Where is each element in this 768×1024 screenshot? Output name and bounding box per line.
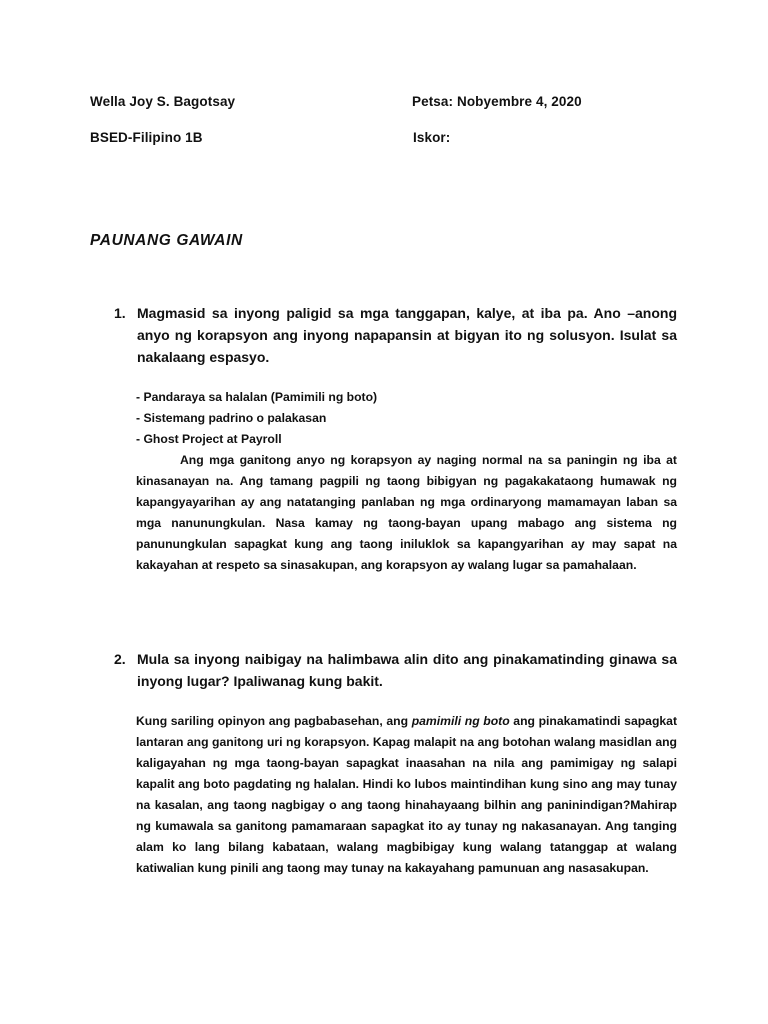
- date-label: Petsa: Nobyembre 4, 2020: [412, 94, 582, 109]
- course-label: BSED-Filipino 1B: [90, 130, 203, 145]
- list-item: - Pandaraya sa halalan (Pamimili ng boto): [136, 390, 378, 404]
- answer-emphasis: pamimili ng boto: [411, 714, 510, 728]
- list-item: - Sistemang padrino o palakasan: [136, 411, 327, 425]
- answer-text-start: Kung sariling opinyon ang pagbabasehan, ang: [136, 714, 412, 728]
- question-1-answer: Ang mga ganitong anyo ng korapsyon ay naging normal na sa paningin ng iba at kinasanayan na. Ang tamang pagpili ng taong bibigyan ng pagakakataong humawak ng kapangyayarihan ay ang natatanging panlaban ng mga ordinaryong mamamayan laban sa mga nanunungkulan. Nasa kamay ng taong-bayan upang mabago ang sistema ng panunungkulan sapagkat kung ang taong iniluklok sa kapangyarihan ay may sapat na kakayahan at respeto sa sinasakupan, ang korapsyon ay walang lugar sa pamahalaan.: [136, 453, 677, 572]
- page-title: PAUNANG GAWAIN: [90, 232, 243, 249]
- score-label: Iskor:: [413, 130, 451, 145]
- list-item: - Ghost Project at Payroll: [136, 432, 282, 446]
- student-name: Wella Joy S. Bagotsay: [90, 94, 236, 109]
- question-2-text: Mula sa inyong naibigay na halimbawa alin dito ang pinakamatinding ginawa sa inyong lugar? Ipaliwanag kung bakit.: [137, 651, 677, 689]
- question-1-number: 1.: [114, 305, 126, 321]
- question-1-bullet-list: [136, 387, 377, 450]
- question-2-number: 2.: [114, 651, 126, 667]
- answer-text-end: ang pinakamatindi sapagkat lantaran ang ganitong uri ng korapsyon. Kapag malapit na ang botohan walang masidlan ang kaligayahan ng mga taong-bayan sapagkat inaasahan na nila ang pamimigay ng salapi kapalit ang boto pagdating ng halalan. Hindi ko lubos maintindihan kung sino ang may tunay na kasalan, ang taong nagbigay o ang taong hinahayaang bilhin ang paninindigan?Mahirap ng kumawala sa ganitong pamamaraan sapagkat ito ay tunay ng nakasanayan. Ang tanging alam ko lang bilang kabataan, walang magbibigay kung walang tatanggap at walang katiwalian kung pinili ang taong may tunay na kakayahang pamunuan ang nasasakupan.: [136, 714, 678, 875]
- question-2-answer: [136, 711, 677, 879]
- question-1-text: Magmasid sa inyong paligid sa mga tanggapan, kalye, at iba pa. Ano –anong anyo ng korapsyon ang inyong napapansin at bigyan ito ng solusyon. Isulat sa nakalaang espasyo.: [137, 305, 677, 365]
